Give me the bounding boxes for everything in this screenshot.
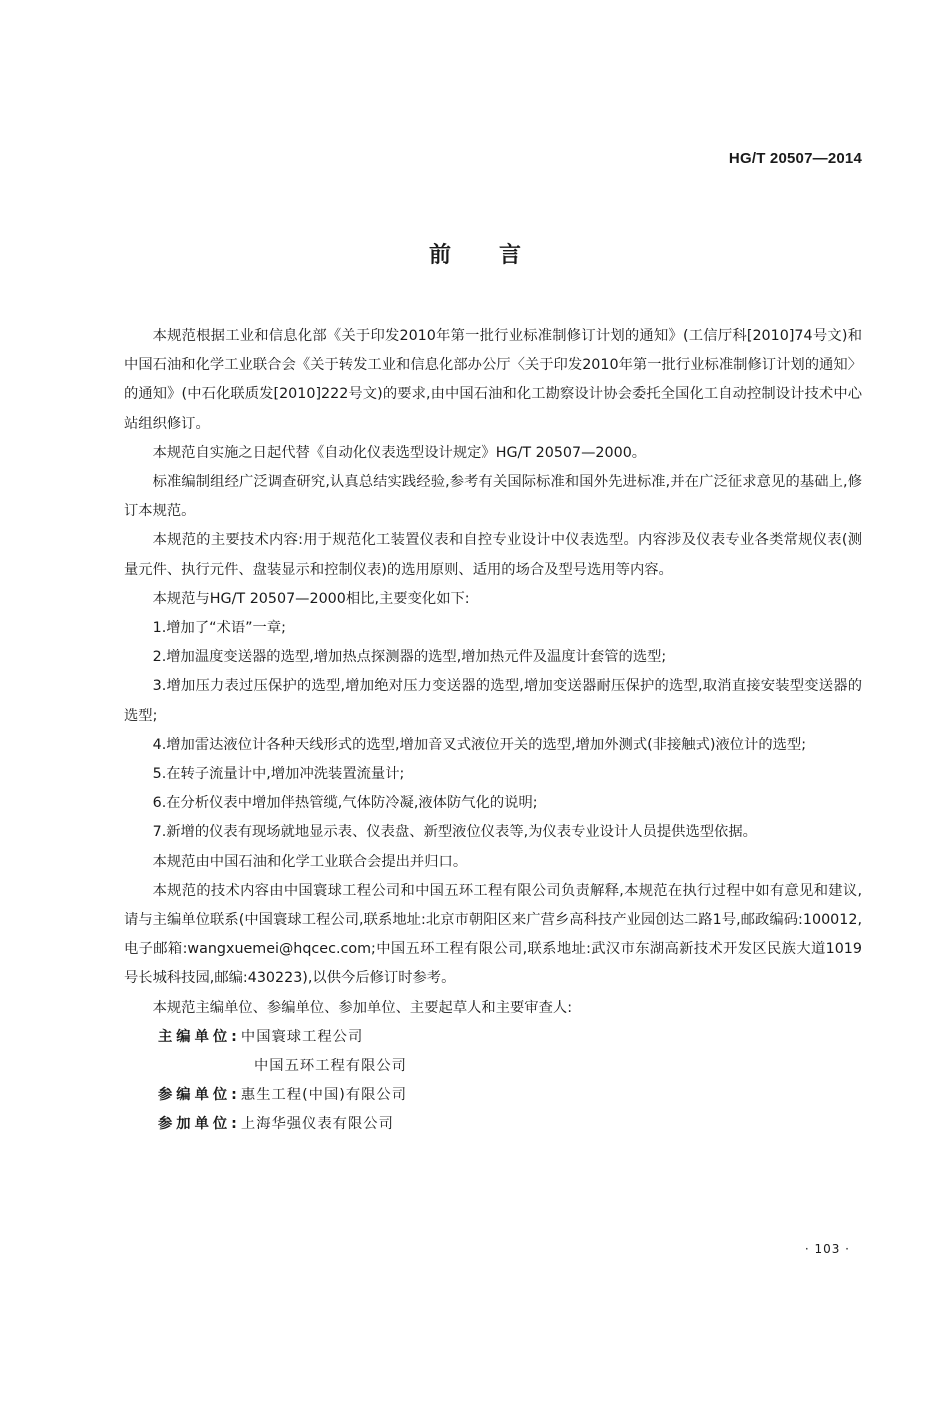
change-item-3: 3.增加压力表过压保护的选型,增加绝对压力变送器的选型,增加变送器耐压保护的选型,取消直接安装型变送器的选型;: [124, 678, 862, 724]
paragraph-basis: 本规范根据工业和信息化部《关于印发2010年第一批行业标准制修订计划的通知》(工信厅科[2010]74号文)和中国石油和化学工业联合会《关于转发工业和信息化部办公厅〈关于印发2010年第一批行业标准制修订计划的通知〉的通知》(中石化联质发[2010]222号文)的要求,由中国石油和化工勘察设计协会委托全国化工自动控制设计技术中心站组织修订。: [124, 328, 862, 432]
joined-unit-row: [124, 1110, 862, 1139]
change-item-4: 4.增加雷达液位计各种天线形式的选型,增加音叉式液位开关的选型,增加外测式(非接触式)液位计的选型;: [152, 736, 807, 753]
participating-unit-row: [124, 1081, 862, 1110]
change-item-6: 6.在分析仪表中增加伴热管缆,气体防冷凝,液体防气化的说明;: [152, 795, 538, 812]
paragraph-revision-process: 标准编制组经广泛调查研究,认真总结实践经验,参考有关国际标准和国外先进标准,并在广泛征求意见的基础上,修订本规范。: [124, 474, 862, 520]
participating-unit-label: 参编单位:: [158, 1087, 241, 1104]
paragraph-replaces: 本规范自实施之日起代替《自动化仪表选型设计规定》HG/T 20507—2000。: [152, 444, 647, 461]
chief-unit-row-2: [124, 1052, 862, 1081]
chief-unit-2: 中国五环工程有限公司: [254, 1058, 407, 1075]
paragraph-interpretation-contact: 本规范的技术内容由中国寰球工程公司和中国五环工程有限公司负责解释,本规范在执行过程中如有意见和建议,请与主编单位联系(中国寰球工程公司,联系地址:北京市朝阳区来广营乡高科技产业园创达二路1号,邮政编码:100012,电子邮箱:wangxuemei@hqcec.com;中国五环工程有限公司,联系地址:武汉市东湖高新技术开发区民族大道1019号长城科技园,邮编:430223),以供今后修订时参考。: [124, 882, 862, 987]
document-code: HG/T 20507—2014: [728, 150, 862, 167]
paragraph-main-content: 本规范的主要技术内容:用于规范化工装置仪表和自控专业设计中仪表选型。内容涉及仪表专业各类常规仪表(测量元件、执行元件、盘装显示和控制仪表)的选用原则、适用的场合及型号选用等内容。: [124, 532, 862, 578]
joined-unit-label: 参加单位:: [158, 1116, 241, 1133]
joined-unit-1: 上海华强仪表有限公司: [240, 1116, 394, 1133]
change-item-7: 7.新增的仪表有现场就地显示表、仪表盘、新型液位仪表等,为仪表专业设计人员提供选型依据。: [152, 824, 757, 841]
change-item-5: 5.在转子流量计中,增加冲洗装置流量计;: [152, 766, 405, 783]
participating-unit-1: 惠生工程(中国)有限公司: [240, 1087, 408, 1104]
page-number: · 103 ·: [804, 1242, 850, 1256]
change-item-1: 1.增加了“术语”一章;: [152, 620, 286, 637]
paragraph-proposer: 本规范由中国石油和化学工业联合会提出并归口。: [152, 853, 468, 870]
page-title: 前言: [428, 243, 569, 268]
chief-unit-label: 主编单位:: [158, 1028, 241, 1045]
paragraph-units-intro: 本规范主编单位、参编单位、参加单位、主要起草人和主要审查人:: [152, 999, 573, 1016]
document-body: [124, 322, 862, 1140]
chief-unit-row: [124, 1023, 862, 1052]
paragraph-changes-intro: 本规范与HG/T 20507—2000相比,主要变化如下:: [152, 590, 470, 607]
chief-unit-1: 中国寰球工程公司: [240, 1028, 364, 1045]
change-item-2: 2.增加温度变送器的选型,增加热点探测器的选型,增加热元件及温度计套管的选型;: [152, 649, 667, 666]
